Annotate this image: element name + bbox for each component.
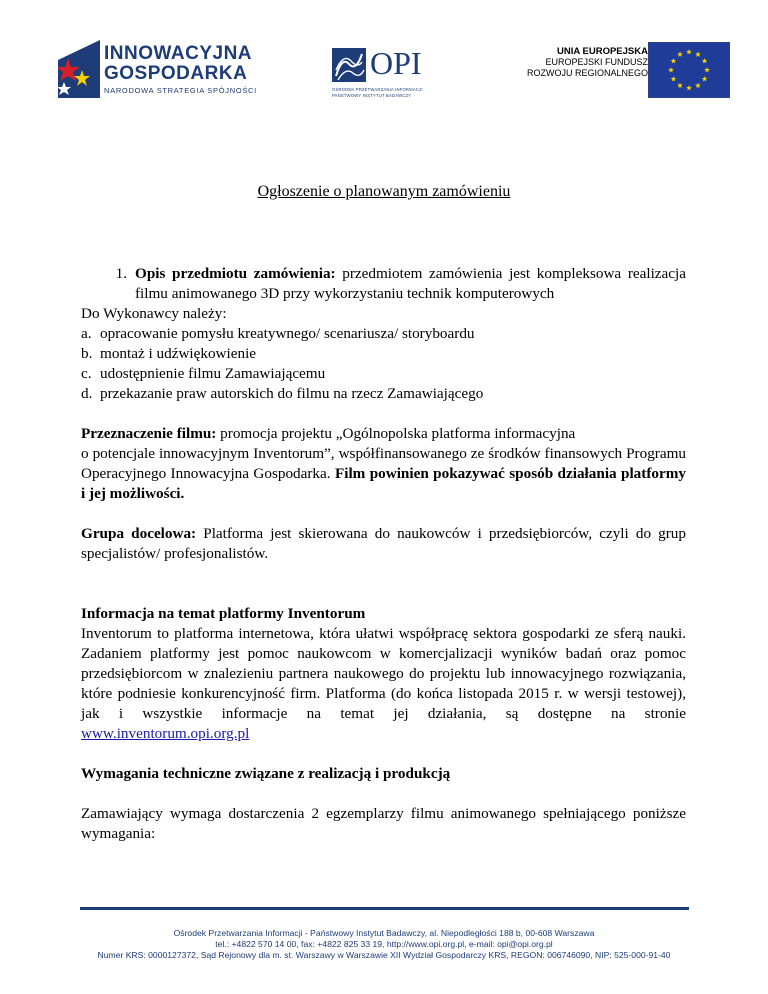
eu-flag-icon [648,42,730,98]
ig-star-icon [58,40,100,98]
opi-sub1: OŚRODEK PRZETWARZANIA INFORMACJI [332,87,423,92]
section-1-number: 1. [115,265,127,282]
list-item-text: opracowanie pomysłu kreatywnego/ scenariusza/ storyboardu [100,325,475,342]
eu-text [527,46,648,79]
footer [0,928,768,961]
list-item-letter: a. [81,325,92,342]
target-heading: Grupa docelowa: [81,525,197,542]
footer-line1: Ośrodek Przetwarzania Informacji - Państwowy Instytut Badawczy, al. Niepodległości 188 b, 00-608 Warszawa [173,928,595,938]
footer-line2: tel.: +4822 570 14 00, fax: +4822 825 33 19, http://www.opi.org.pl, e-mail: opi@opi.org.pl [215,939,553,949]
footer-line3: Numer KRS: 0000127372, Sąd Rejonowy dla m. st. Warszawy w Warszawie XII Wydział Gospodarczy KRS, REGON: 006746090, NIP: 525-000-91-40 [97,950,671,960]
purpose-line2: o potencjale innowacyjnym Inventorum”, współfinansowanego ze środków finansowych Programu Operacyjnego Innowacyjna Gospodarka. [81,445,686,482]
section-1-description: przedmiotem zamówienia jest kompleksowa realizacja filmu animowanego 3D przy wykorzystaniu technik komputerowych [135,265,686,302]
ig-line3: NARODOWA STRATEGIA SPÓJNOŚCI [104,86,257,95]
opi-name: OPI [370,45,422,81]
technical-text: Zamawiający wymaga dostarczenia 2 egzemplarzy filmu animowanego spełniającego poniższe wymagania: [81,805,686,842]
list-item-letter: b. [81,345,93,362]
list-item [81,364,686,384]
list-item-text: przekazanie praw autorskich do filmu na rzecz Zamawiającego [100,385,484,402]
ig-line1: INNOWACYJNA [104,43,253,64]
purpose-paragraph [81,444,686,504]
list-item [81,384,686,404]
page-title: Ogłoszenie o planowanym zamówieniu [257,183,511,200]
inventorum-link[interactable]: www.inventorum.opi.org.pl [81,725,250,742]
purpose-line1 [81,424,686,444]
header-logos [0,28,768,108]
platform-link-line [81,724,686,744]
list-item [81,324,686,344]
eu-line1: UNIA EUROPEJSKA [557,46,648,57]
footer-divider [80,907,689,910]
list-item-letter: d. [81,385,93,402]
eu-line3: ROZWOJU REGIONALNEGO [526,68,648,78]
opi-sub2: PAŃSTWOWY INSTYTUT BADAWCZY [332,93,412,98]
contractor-list [81,324,686,404]
list-item-text: montaż i udźwiękowienie [100,345,257,362]
document-body [81,264,686,844]
purpose-bold-end: Film powinien pokazywać sposób działania platformy i jej możliwości. [81,465,686,502]
target-paragraph [81,524,686,564]
platform-text: Inventorum to platforma internetowa, która ułatwi współpracę sektora gospodarki ze sferą nauki. Zadaniem platformy jest pomoc naukowcom w komercjalizacji wyników badań oraz pomoc przedsiębiorcom w znalezieniu partnera naukowego do projektu lub innowacyjnego rozwiązania, które podniesie konkurencyjność firm. Platforma (do końca listopada 2015 r. w wersji testowej), jak i wszystkie informacje na temat jej działania, są dostępne na stronie [81,625,686,722]
purpose-line1-text: promocja projektu „Ogólnopolska platforma informacyjna [216,425,576,442]
opi-logo [332,44,442,104]
platform-heading: Informacja na temat platformy Inventorum [81,605,366,622]
eu-line2: EUROPEJSKI FUNDUSZ [545,57,648,67]
list-item-text: udostępnienie filmu Zamawiającemu [100,365,326,382]
list-item [81,344,686,364]
target-text: Platforma jest skierowana do naukowców i przedsiębiorców, czyli do grup specjalistów/ profesjonalistów. [81,525,686,562]
section-1-heading: Opis przedmiotu zamówienia: [135,265,336,282]
section-1-text [135,264,686,304]
opi-emblem-icon [332,48,366,82]
list-item-letter: c. [81,365,92,382]
technical-heading: Wymagania techniczne związane z realizacją i produkcją [81,765,451,782]
contractor-intro: Do Wykonawcy należy: [81,305,227,322]
section-1 [81,264,686,304]
ig-line2: GOSPODARKA [104,63,248,84]
eu-logo [500,40,740,100]
innowacyjna-gospodarka-logo [58,40,278,98]
purpose-heading: Przeznaczenie filmu: [81,425,217,442]
